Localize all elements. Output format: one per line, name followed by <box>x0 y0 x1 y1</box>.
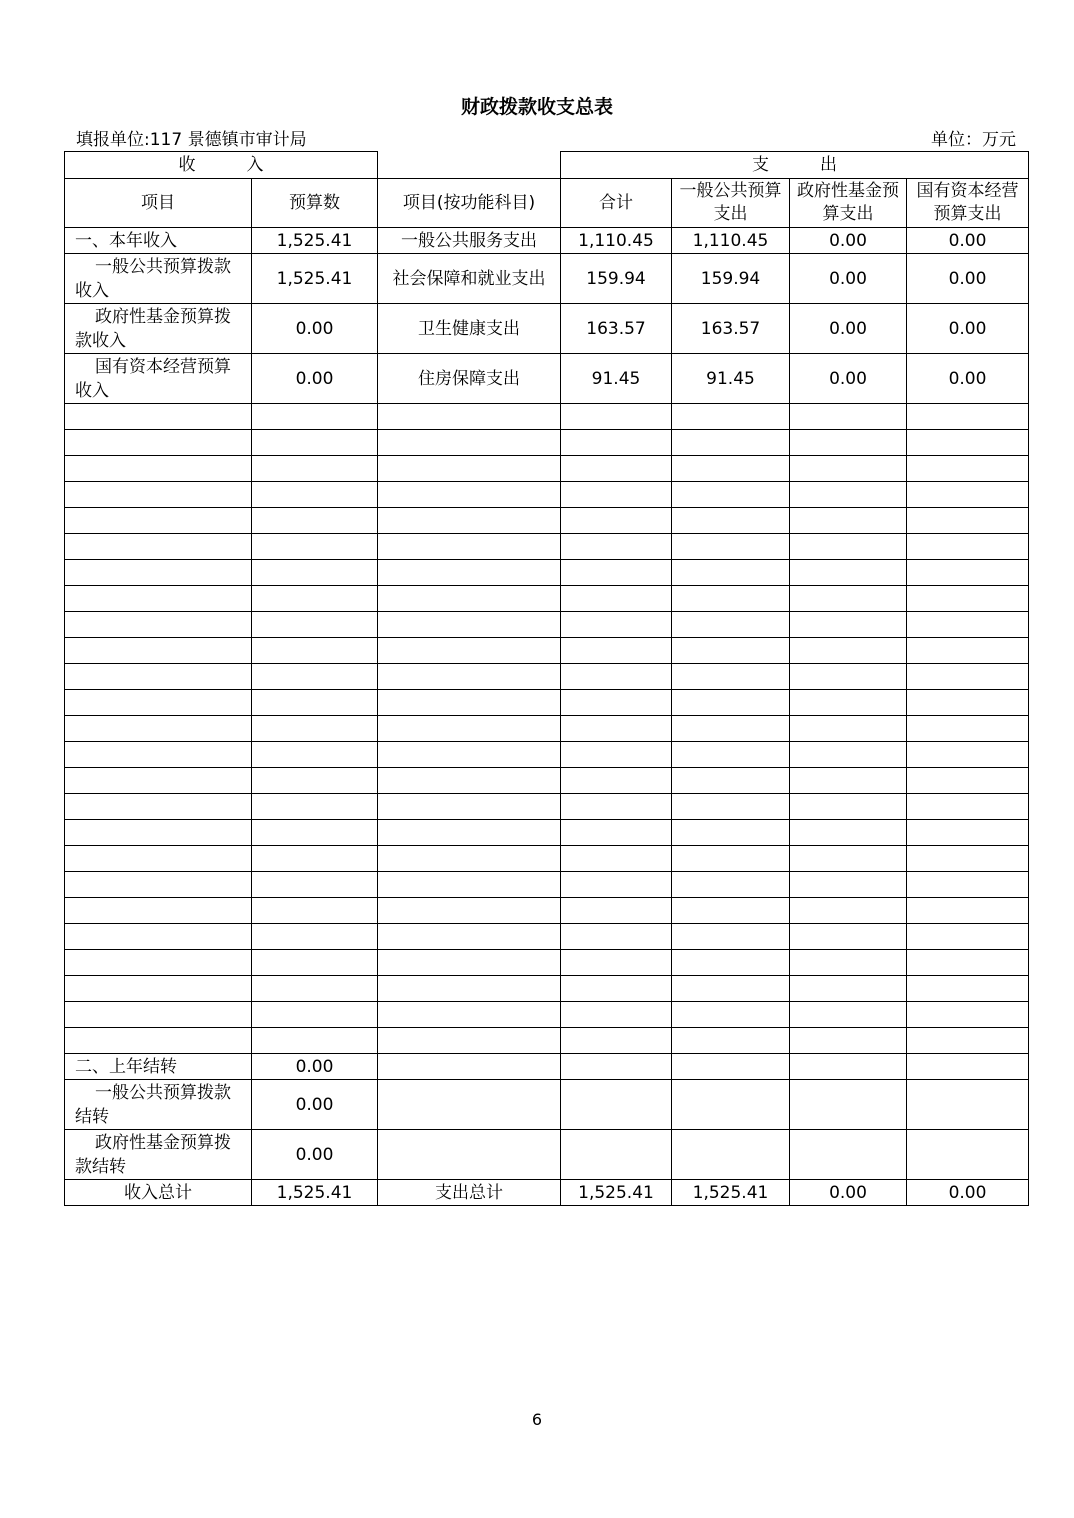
empty-row <box>65 898 1029 924</box>
empty-cell <box>790 846 907 872</box>
header-row-columns <box>65 179 1029 228</box>
empty-cell <box>65 950 252 976</box>
empty-cell <box>378 898 561 924</box>
empty-cell <box>672 820 790 846</box>
empty-cell <box>561 924 672 950</box>
col-header-item: 项目 <box>65 179 252 228</box>
empty-cell <box>672 924 790 950</box>
empty-cell <box>65 482 252 508</box>
empty-cell <box>672 1054 790 1080</box>
empty-cell <box>561 820 672 846</box>
empty-cell <box>907 690 1029 716</box>
empty-cell <box>378 742 561 768</box>
reporting-unit: 填报单位:117 景德镇市审计局 <box>76 130 307 150</box>
empty-cell <box>907 404 1029 430</box>
empty-cell <box>561 768 672 794</box>
empty-cell <box>65 794 252 820</box>
empty-cell <box>907 794 1029 820</box>
empty-cell <box>65 820 252 846</box>
expense-item: 卫生健康支出 <box>378 304 561 354</box>
empty-cell <box>672 664 790 690</box>
empty-cell <box>252 508 378 534</box>
empty-row <box>65 638 1029 664</box>
expense-item: 社会保障和就业支出 <box>378 254 561 304</box>
empty-cell <box>252 768 378 794</box>
empty-cell <box>65 742 252 768</box>
empty-row <box>65 534 1029 560</box>
table-row <box>65 354 1029 404</box>
empty-row <box>65 508 1029 534</box>
general-value: 1,110.45 <box>672 228 790 254</box>
empty-cell <box>378 1054 561 1080</box>
empty-cell <box>790 1080 907 1130</box>
empty-cell <box>65 690 252 716</box>
empty-row <box>65 924 1029 950</box>
empty-cell <box>672 612 790 638</box>
state-capital-value: 0.00 <box>907 1180 1029 1206</box>
empty-row <box>65 560 1029 586</box>
empty-cell <box>252 612 378 638</box>
empty-cell <box>561 482 672 508</box>
col-header-total: 合计 <box>561 179 672 228</box>
empty-cell <box>561 950 672 976</box>
empty-cell <box>561 898 672 924</box>
empty-cell <box>378 716 561 742</box>
empty-cell <box>252 430 378 456</box>
empty-cell <box>561 1080 672 1130</box>
income-item: 一般公共预算拨款收入 <box>65 254 252 304</box>
col-header-func-item: 项目(按功能科目) <box>378 179 561 228</box>
income-total-label: 收入总计 <box>65 1180 252 1206</box>
empty-cell <box>561 638 672 664</box>
empty-cell <box>378 482 561 508</box>
empty-cell <box>65 404 252 430</box>
empty-cell <box>65 430 252 456</box>
empty-cell <box>378 768 561 794</box>
empty-cell <box>561 664 672 690</box>
empty-cell <box>252 716 378 742</box>
empty-cell <box>790 1002 907 1028</box>
general-value: 159.94 <box>672 254 790 304</box>
empty-cell <box>672 430 790 456</box>
gov-fund-value: 0.00 <box>790 304 907 354</box>
empty-cell <box>65 638 252 664</box>
empty-cell <box>672 768 790 794</box>
total-value: 163.57 <box>561 304 672 354</box>
empty-cell <box>672 716 790 742</box>
empty-cell <box>252 846 378 872</box>
empty-cell <box>252 638 378 664</box>
empty-cell <box>65 872 252 898</box>
empty-cell <box>672 690 790 716</box>
empty-cell <box>378 1002 561 1028</box>
empty-cell <box>378 638 561 664</box>
empty-cell <box>378 404 561 430</box>
empty-cell <box>378 872 561 898</box>
empty-cell <box>672 586 790 612</box>
empty-cell <box>561 872 672 898</box>
total-value: 159.94 <box>561 254 672 304</box>
empty-cell <box>790 898 907 924</box>
empty-cell <box>378 586 561 612</box>
empty-cell <box>790 1054 907 1080</box>
table-row <box>65 1080 1029 1130</box>
empty-cell <box>790 664 907 690</box>
empty-cell <box>672 846 790 872</box>
empty-cell <box>561 1054 672 1080</box>
empty-row <box>65 820 1029 846</box>
empty-cell <box>561 612 672 638</box>
empty-cell <box>907 534 1029 560</box>
empty-cell <box>907 716 1029 742</box>
empty-cell <box>907 508 1029 534</box>
total-value: 1,525.41 <box>561 1180 672 1206</box>
empty-cell <box>561 976 672 1002</box>
empty-cell <box>561 690 672 716</box>
empty-cell <box>672 872 790 898</box>
empty-row <box>65 1002 1029 1028</box>
empty-row <box>65 976 1029 1002</box>
empty-cell <box>378 950 561 976</box>
state-capital-value: 0.00 <box>907 354 1029 404</box>
empty-cell <box>672 742 790 768</box>
empty-rows <box>65 404 1029 1054</box>
income-item: 国有资本经营预算收入 <box>65 354 252 404</box>
empty-cell <box>378 1080 561 1130</box>
empty-cell <box>252 794 378 820</box>
totals-row <box>65 1180 1029 1206</box>
empty-cell <box>252 976 378 1002</box>
budget-value: 1,525.41 <box>252 228 378 254</box>
empty-cell <box>907 430 1029 456</box>
total-value: 1,110.45 <box>561 228 672 254</box>
income-item: 一、本年收入 <box>65 228 252 254</box>
empty-cell <box>790 742 907 768</box>
empty-cell <box>790 586 907 612</box>
empty-cell <box>790 1028 907 1054</box>
fiscal-appropriation-table <box>64 151 1029 1206</box>
empty-cell <box>65 534 252 560</box>
empty-cell <box>790 638 907 664</box>
income-item: 政府性基金预算拨款收入 <box>65 304 252 354</box>
empty-row <box>65 1028 1029 1054</box>
empty-cell <box>561 1002 672 1028</box>
empty-cell <box>378 534 561 560</box>
income-total-value: 1,525.41 <box>252 1180 378 1206</box>
empty-cell <box>65 664 252 690</box>
empty-row <box>65 950 1029 976</box>
empty-cell <box>378 924 561 950</box>
empty-cell <box>252 586 378 612</box>
empty-cell <box>252 820 378 846</box>
empty-cell <box>252 872 378 898</box>
col-header-budget: 预算数 <box>252 179 378 228</box>
budget-value: 0.00 <box>252 1054 378 1080</box>
page-number: 6 <box>531 1410 543 1429</box>
budget-value: 0.00 <box>252 304 378 354</box>
empty-cell <box>907 560 1029 586</box>
col-header-state-capital: 国有资本经营预算支出 <box>907 179 1029 228</box>
empty-cell <box>65 508 252 534</box>
empty-cell <box>252 950 378 976</box>
empty-cell <box>672 950 790 976</box>
empty-cell <box>907 1054 1029 1080</box>
empty-cell <box>378 430 561 456</box>
general-value: 163.57 <box>672 304 790 354</box>
empty-row <box>65 482 1029 508</box>
gov-fund-value: 0.00 <box>790 354 907 404</box>
empty-row <box>65 430 1029 456</box>
empty-cell <box>65 1028 252 1054</box>
empty-cell <box>561 716 672 742</box>
empty-cell <box>65 586 252 612</box>
general-value: 1,525.41 <box>672 1180 790 1206</box>
expense-total-label: 支出总计 <box>378 1180 561 1206</box>
empty-cell <box>65 612 252 638</box>
empty-cell <box>378 1130 561 1180</box>
empty-cell <box>378 456 561 482</box>
empty-cell <box>790 872 907 898</box>
empty-cell <box>672 638 790 664</box>
total-value: 91.45 <box>561 354 672 404</box>
empty-cell <box>252 560 378 586</box>
budget-value: 0.00 <box>252 1080 378 1130</box>
empty-cell <box>790 924 907 950</box>
empty-cell <box>378 560 561 586</box>
empty-cell <box>252 1002 378 1028</box>
empty-cell <box>561 742 672 768</box>
table-row <box>65 304 1029 354</box>
empty-cell <box>252 456 378 482</box>
gov-fund-value: 0.00 <box>790 228 907 254</box>
empty-cell <box>65 716 252 742</box>
empty-cell <box>907 846 1029 872</box>
empty-cell <box>561 534 672 560</box>
empty-cell <box>790 430 907 456</box>
empty-cell <box>561 508 672 534</box>
table-row <box>65 1130 1029 1180</box>
empty-cell <box>790 820 907 846</box>
empty-cell <box>252 664 378 690</box>
empty-cell <box>252 742 378 768</box>
empty-cell <box>907 1130 1029 1180</box>
empty-cell <box>378 846 561 872</box>
empty-cell <box>672 456 790 482</box>
empty-cell <box>65 898 252 924</box>
empty-cell <box>907 586 1029 612</box>
empty-cell <box>790 976 907 1002</box>
empty-cell <box>907 872 1029 898</box>
empty-cell <box>378 508 561 534</box>
empty-cell <box>790 612 907 638</box>
empty-cell <box>790 1130 907 1180</box>
empty-row <box>65 456 1029 482</box>
empty-row <box>65 742 1029 768</box>
page-title: 财政拨款收支总表 <box>460 96 613 118</box>
empty-row <box>65 612 1029 638</box>
empty-cell <box>672 560 790 586</box>
empty-cell <box>672 534 790 560</box>
empty-cell <box>907 924 1029 950</box>
state-capital-value: 0.00 <box>907 228 1029 254</box>
header-row-group <box>65 152 1029 179</box>
state-capital-value: 0.00 <box>907 304 1029 354</box>
state-capital-value: 0.00 <box>907 254 1029 304</box>
empty-cell <box>561 456 672 482</box>
empty-cell <box>65 768 252 794</box>
empty-cell <box>907 482 1029 508</box>
header-gap <box>378 152 561 179</box>
empty-row <box>65 690 1029 716</box>
table-row <box>65 254 1029 304</box>
empty-cell <box>790 508 907 534</box>
gov-fund-value: 0.00 <box>790 254 907 304</box>
empty-cell <box>378 820 561 846</box>
income-item: 政府性基金预算拨款结转 <box>65 1130 252 1180</box>
income-item: 二、上年结转 <box>65 1054 252 1080</box>
empty-cell <box>378 612 561 638</box>
empty-cell <box>378 1028 561 1054</box>
empty-row <box>65 664 1029 690</box>
empty-cell <box>672 1130 790 1180</box>
empty-cell <box>790 716 907 742</box>
empty-cell <box>907 742 1029 768</box>
empty-cell <box>907 976 1029 1002</box>
empty-row <box>65 404 1029 430</box>
currency-unit: 单位：万元 <box>931 130 1016 150</box>
empty-cell <box>65 976 252 1002</box>
empty-cell <box>790 534 907 560</box>
income-item: 一般公共预算拨款结转 <box>65 1080 252 1130</box>
col-header-gov-fund: 政府性基金预算支出 <box>790 179 907 228</box>
table-row <box>65 228 1029 254</box>
empty-row <box>65 768 1029 794</box>
empty-cell <box>907 612 1029 638</box>
empty-cell <box>252 534 378 560</box>
empty-row <box>65 846 1029 872</box>
empty-cell <box>907 664 1029 690</box>
empty-cell <box>252 690 378 716</box>
empty-cell <box>561 1130 672 1180</box>
empty-cell <box>378 976 561 1002</box>
budget-value: 0.00 <box>252 1130 378 1180</box>
empty-cell <box>907 456 1029 482</box>
budget-value: 0.00 <box>252 354 378 404</box>
empty-cell <box>907 1002 1029 1028</box>
expense-header: 支 出 <box>561 152 1029 179</box>
empty-cell <box>907 950 1029 976</box>
empty-cell <box>561 846 672 872</box>
empty-cell <box>672 1002 790 1028</box>
empty-cell <box>790 404 907 430</box>
empty-cell <box>790 560 907 586</box>
empty-cell <box>907 1080 1029 1130</box>
empty-cell <box>561 1028 672 1054</box>
gov-fund-value: 0.00 <box>790 1180 907 1206</box>
empty-cell <box>672 794 790 820</box>
empty-cell <box>252 924 378 950</box>
empty-cell <box>378 664 561 690</box>
empty-cell <box>790 690 907 716</box>
col-header-general: 一般公共预算支出 <box>672 179 790 228</box>
empty-cell <box>378 794 561 820</box>
empty-cell <box>65 560 252 586</box>
empty-row <box>65 872 1029 898</box>
expense-item: 住房保障支出 <box>378 354 561 404</box>
empty-cell <box>378 690 561 716</box>
empty-cell <box>65 924 252 950</box>
empty-cell <box>672 508 790 534</box>
empty-cell <box>252 898 378 924</box>
table-row <box>65 1054 1029 1080</box>
empty-cell <box>672 898 790 924</box>
general-value: 91.45 <box>672 354 790 404</box>
empty-cell <box>252 482 378 508</box>
empty-cell <box>672 976 790 1002</box>
empty-row <box>65 586 1029 612</box>
empty-cell <box>672 1080 790 1130</box>
empty-cell <box>561 794 672 820</box>
empty-cell <box>790 768 907 794</box>
empty-cell <box>907 638 1029 664</box>
empty-cell <box>252 404 378 430</box>
empty-cell <box>561 560 672 586</box>
income-header: 收 入 <box>65 152 378 179</box>
empty-cell <box>907 898 1029 924</box>
empty-cell <box>561 586 672 612</box>
empty-cell <box>907 768 1029 794</box>
empty-row <box>65 794 1029 820</box>
empty-cell <box>790 950 907 976</box>
empty-cell <box>672 482 790 508</box>
empty-cell <box>790 482 907 508</box>
budget-value: 1,525.41 <box>252 254 378 304</box>
empty-cell <box>672 404 790 430</box>
empty-cell <box>252 1028 378 1054</box>
empty-cell <box>672 1028 790 1054</box>
empty-cell <box>561 430 672 456</box>
empty-cell <box>907 820 1029 846</box>
empty-cell <box>65 456 252 482</box>
empty-cell <box>790 456 907 482</box>
empty-cell <box>65 1002 252 1028</box>
expense-item: 一般公共服务支出 <box>378 228 561 254</box>
empty-row <box>65 716 1029 742</box>
empty-cell <box>561 404 672 430</box>
empty-cell <box>790 794 907 820</box>
empty-cell <box>907 1028 1029 1054</box>
empty-cell <box>65 846 252 872</box>
